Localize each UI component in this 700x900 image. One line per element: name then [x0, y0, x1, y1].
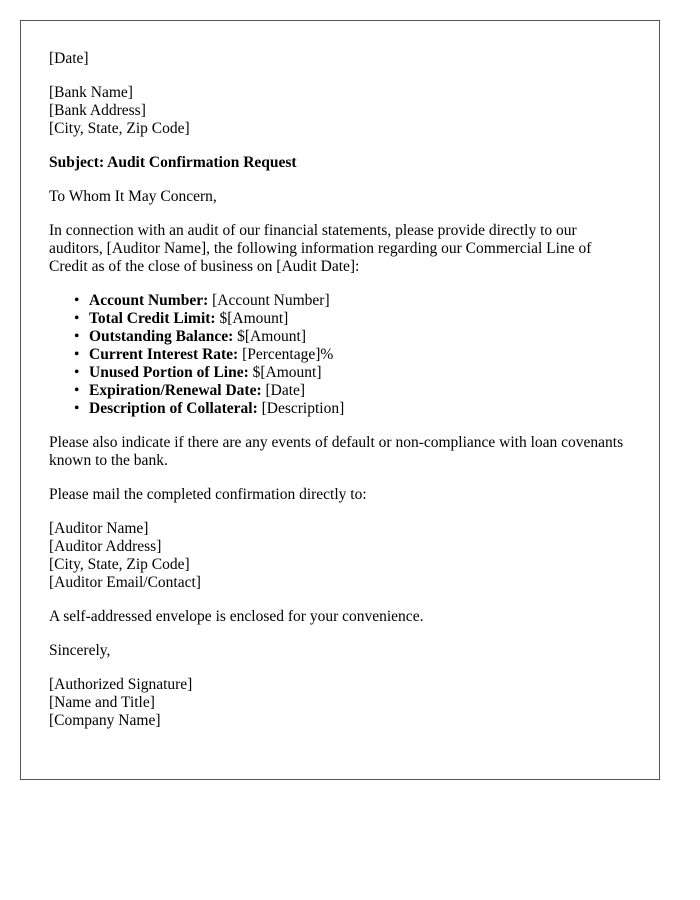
- bank-name: [Bank Name]: [49, 84, 133, 101]
- auditor-name: [Auditor Name]: [49, 520, 149, 537]
- signature-block: [49, 676, 631, 730]
- bank-address: [Bank Address]: [49, 102, 146, 119]
- list-item: [74, 400, 631, 418]
- list-item: [74, 328, 631, 346]
- item-label: Description of Collateral:: [89, 400, 258, 417]
- letter-date: [Date]: [49, 50, 89, 67]
- item-label: Account Number:: [89, 292, 209, 309]
- item-value: [Account Number]: [208, 292, 330, 309]
- item-value: [Percentage]%: [238, 346, 334, 363]
- bank-address-block: [49, 84, 631, 138]
- auditor-address-block: [49, 520, 631, 592]
- item-label: Expiration/Renewal Date:: [89, 382, 262, 399]
- subject-line: Subject: Audit Confirmation Request: [49, 154, 297, 171]
- bullet-icon: •: [74, 346, 80, 363]
- bullet-icon: •: [74, 310, 80, 327]
- item-label: Outstanding Balance:: [89, 328, 234, 345]
- date-block: [49, 50, 631, 68]
- salutation: To Whom It May Concern,: [49, 188, 217, 205]
- item-value: $[Amount]: [233, 328, 307, 345]
- default-note-paragraph: Please also indicate if there are any events of default or non-compliance with loan covenants known to the bank.: [49, 434, 624, 469]
- item-value: [Date]: [261, 382, 306, 399]
- bullet-icon: •: [74, 328, 80, 345]
- company-name: [Company Name]: [49, 712, 161, 729]
- item-value: $[Amount]: [248, 364, 322, 381]
- list-item: [74, 346, 631, 364]
- item-value: $[Amount]: [215, 310, 289, 327]
- authorized-signature: [Authorized Signature]: [49, 676, 193, 693]
- letter-page: [20, 20, 660, 780]
- bullet-icon: •: [74, 382, 80, 399]
- item-label: Current Interest Rate:: [89, 346, 239, 363]
- bullet-icon: •: [74, 292, 80, 309]
- envelope-note: A self-addressed envelope is enclosed for your convenience.: [49, 608, 424, 625]
- item-label: Total Credit Limit:: [89, 310, 216, 327]
- name-and-title: [Name and Title]: [49, 694, 155, 711]
- auditor-city-state-zip: [City, State, Zip Code]: [49, 556, 190, 573]
- list-item: [74, 382, 631, 400]
- list-item: [74, 310, 631, 328]
- bank-city-state-zip: [City, State, Zip Code]: [49, 120, 190, 137]
- list-item: [74, 364, 631, 382]
- bullet-icon: •: [74, 400, 80, 417]
- intro-paragraph: In connection with an audit of our financial statements, please provide directly to our auditors, [Auditor Name], the following information regarding our Commercial Line of Credit as of the close of business on [Audit Date]:: [49, 222, 592, 275]
- bullet-icon: •: [74, 364, 80, 381]
- item-value: [Description]: [257, 400, 345, 417]
- item-label: Unused Portion of Line:: [89, 364, 249, 381]
- requested-info-list: [49, 292, 631, 418]
- list-item: [74, 292, 631, 310]
- mail-instruction: Please mail the completed confirmation directly to:: [49, 486, 367, 503]
- auditor-address: [Auditor Address]: [49, 538, 162, 555]
- closing: Sincerely,: [49, 642, 111, 659]
- auditor-contact: [Auditor Email/Contact]: [49, 574, 201, 591]
